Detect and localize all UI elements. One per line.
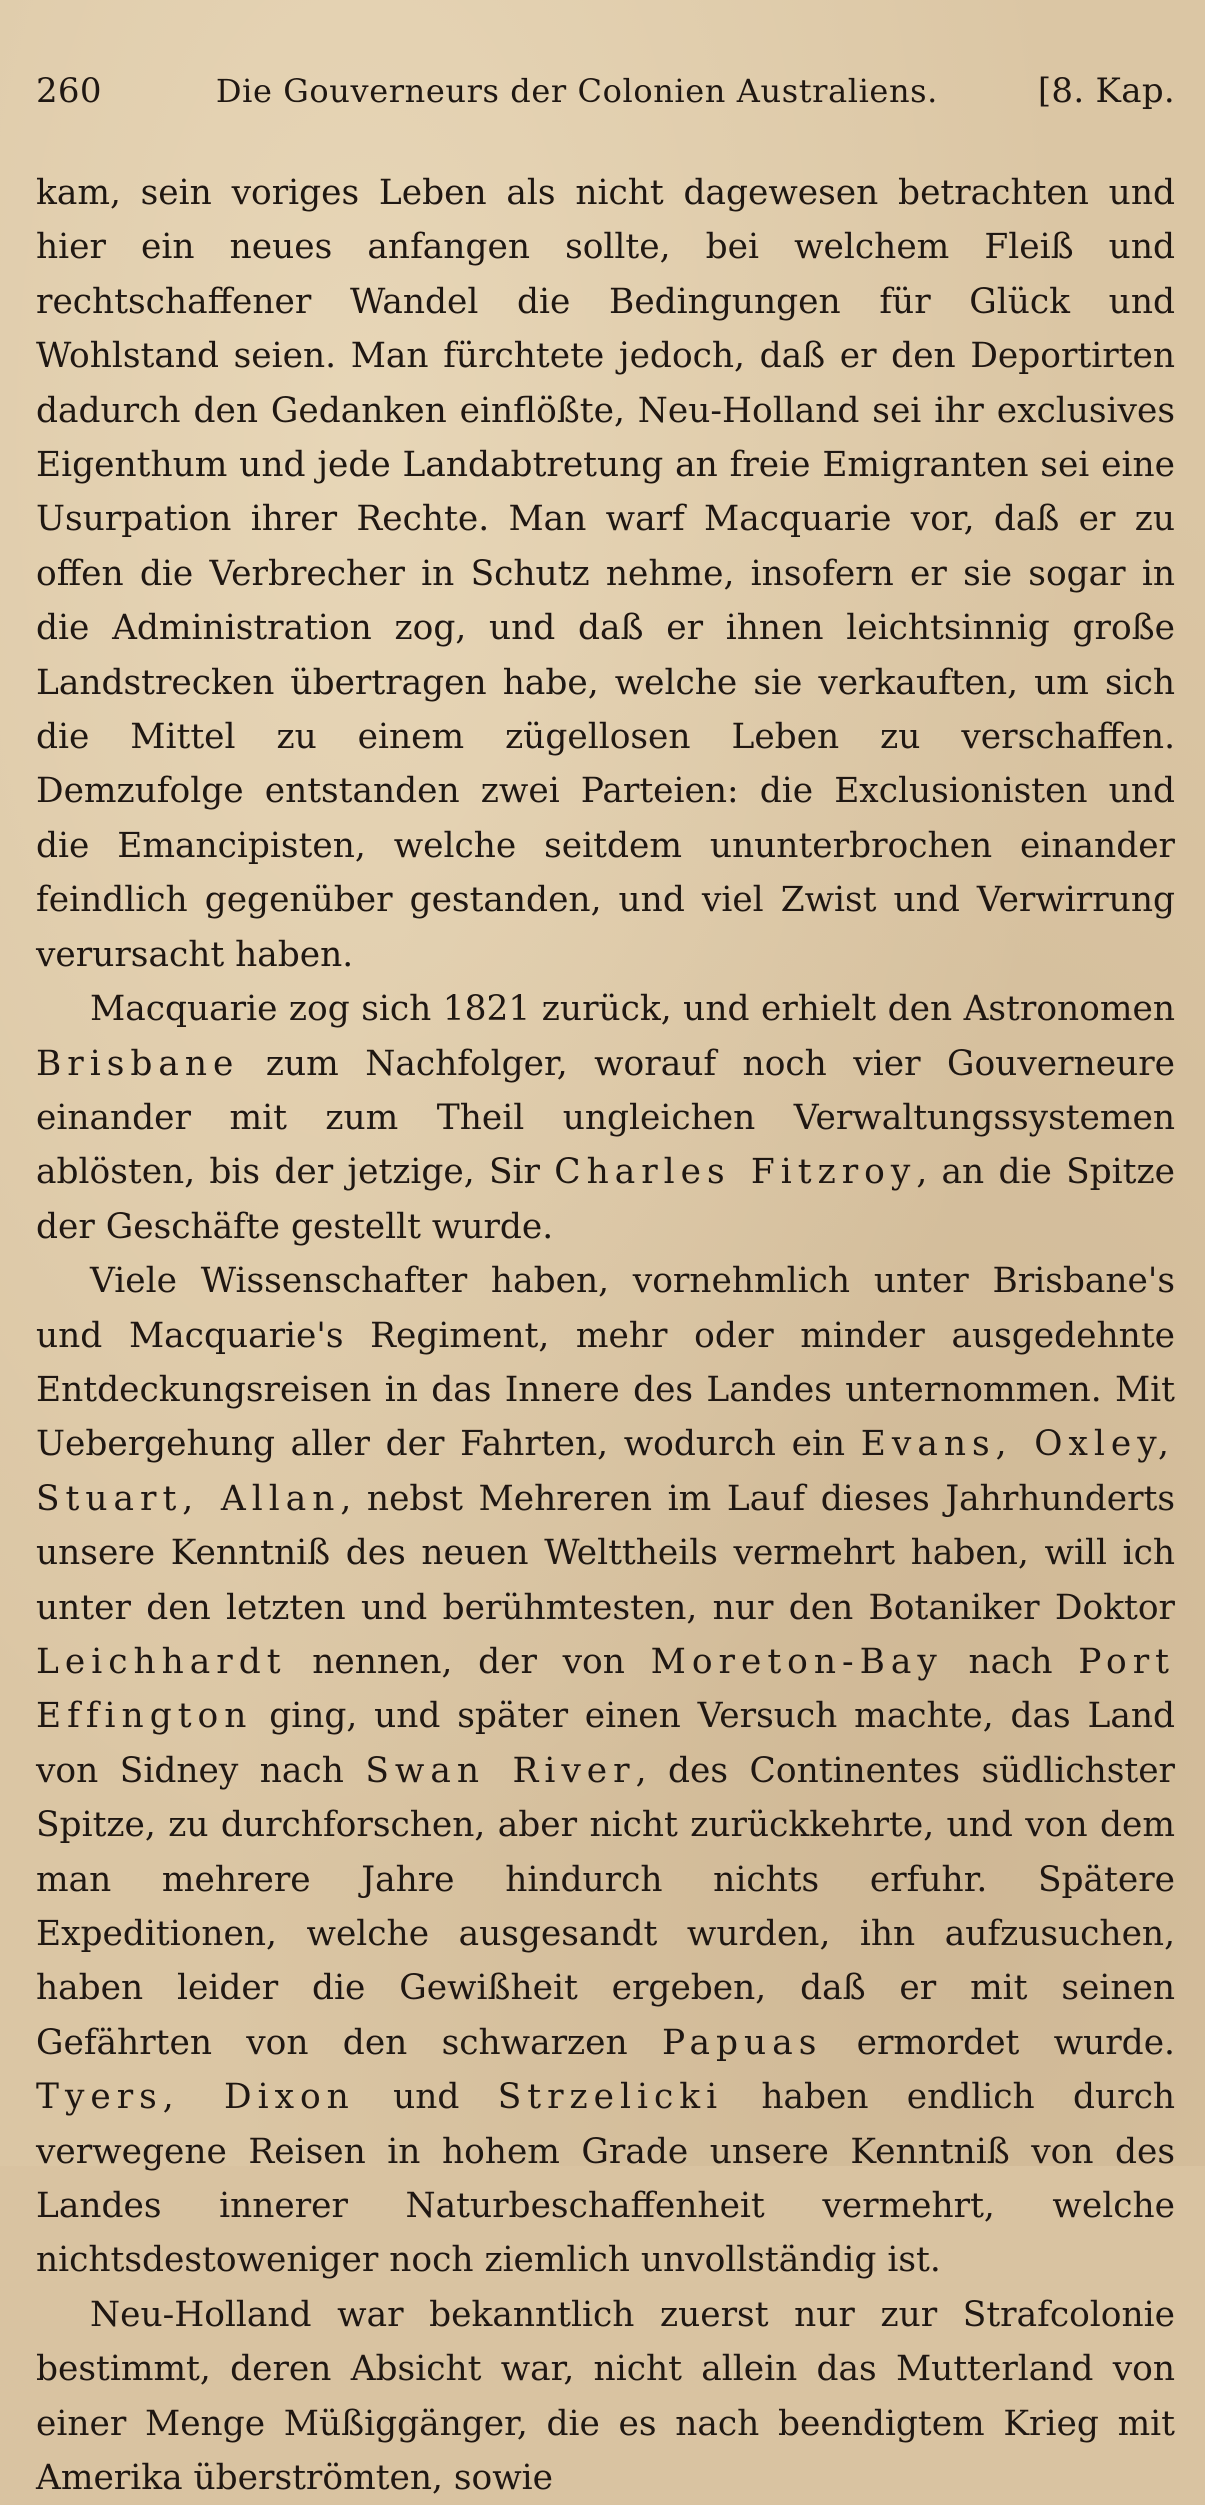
paragraph bbox=[36, 2288, 1175, 2505]
text-run: nennen, der von bbox=[286, 1641, 651, 1682]
text-run: ermordet wurde. bbox=[822, 2022, 1175, 2063]
spaced-name: Strzelicki bbox=[497, 2077, 724, 2118]
spaced-name: Swan River bbox=[365, 1750, 636, 1791]
text-run: haben endlich durch verwegene Reisen in hohem Grade unsere Kenntniß von des Landes innerer Naturbeschaffenheit vermehrt, welche nichtsdestoweniger noch ziemlich unvollständig ist. bbox=[36, 2077, 1175, 2281]
text-run: Macquarie zog sich 1821 zurück, und erhielt den Astronomen bbox=[90, 989, 1175, 1030]
spaced-name: Leichhardt bbox=[36, 1641, 287, 1682]
spaced-name: Tyers, Dixon bbox=[36, 2077, 355, 2118]
text-run: Viele Wissenschafter haben, vornehmlich unter Brisbane's und Macquarie's Regiment, mehr oder minder ausgedehnte Entdeckungsreisen in das Innere des Landes unternommen. Mit Uebergehung aller der Fahrten, wodurch ein bbox=[36, 1261, 1175, 1465]
paragraph bbox=[36, 982, 1175, 1254]
spaced-name: Charles Fitzroy bbox=[554, 1152, 917, 1193]
spaced-name: Moreton-Bay bbox=[650, 1641, 943, 1682]
text-run: , des Continentes südlichster Spitze, zu durchforschen, aber nicht zurückkehrte, und von dem man mehrere Jahre hindurch nichts erfuhr. Spätere Expeditionen, welche ausgesandt wurden, ihn aufzusuchen, haben leider die Gewißheit ergeben, daß er mit seinen Gefährten von den schwarzen bbox=[36, 1750, 1175, 2063]
chapter-label: [8. Kap. bbox=[1037, 71, 1175, 111]
spaced-name: Brisbane bbox=[36, 1043, 240, 1084]
text-run: nach bbox=[942, 1641, 1079, 1682]
paragraph bbox=[36, 166, 1175, 982]
running-title: Die Gouverneurs der Colonien Australiens. bbox=[215, 72, 938, 110]
text-run: Neu-Holland war bekanntlich zuerst nur zur Strafcolonie bestimmt, deren Absicht war, nicht allein das Mutterland von einer Menge Müßiggänger, die es nach beendigtem Krieg mit Amerika überströmten, sowie bbox=[36, 2294, 1175, 2499]
spaced-name: Evans, Oxley, Stuart, Allan bbox=[36, 1424, 1175, 1519]
text-run: ging, und später einen Versuch machte, das Land von Sidney nach bbox=[36, 1696, 1175, 1791]
paragraph bbox=[36, 1254, 1175, 2288]
text-run: zum Nachfolger, worauf noch vier Gouverneure einander mit zum Theil ungleichen Verwaltungssystemen ablösten, bis der jetzige, Sir bbox=[36, 1043, 1175, 1193]
text-run: kam, sein voriges Leben als nicht dagewesen betrachten und hier ein neues anfangen sollte, bei welchem Fleiß und rechtschaffener Wandel die Bedingungen für Glück und Wohlstand seien. Man fürchtete jedoch, daß er den Deportirten dadurch den Gedanken einflößte, Neu-Holland sei ihr exclusives Eigenthum und jede Landabtretung an freie Emigranten sei eine Usurpation ihrer Rechte. Man warf Macquarie vor, daß er zu offen die Verbrecher in Schutz nehme, insofern er sie sogar in die Administration zog, und daß er ihnen leichtsinnig große Landstrecken übertragen habe, welche sie verkauften, um sich die Mittel zu einem zügellosen Leben zu verschaffen. Demzufolge entstanden zwei Parteien: die Exclusionisten und die Emancipisten, welche seitdem ununterbrochen einander feindlich gegenüber gestanden, und viel Zwist und Verwirrung verursacht haben. bbox=[36, 173, 1175, 975]
body-text bbox=[36, 166, 1175, 2505]
spaced-name: Papuas bbox=[661, 2022, 823, 2063]
running-header bbox=[36, 64, 1175, 122]
spaced-name: Port Effington bbox=[36, 1641, 1175, 1737]
text-run: und bbox=[354, 2077, 498, 2118]
faint-bleedthrough-mark bbox=[240, 2094, 253, 2140]
text-run: , nebst Mehreren im Lauf dieses Jahrhunderts unsere Kenntniß des neuen Welttheils vermehrt haben, will ich unter den letzten und berühmtesten, nur den Botaniker Doktor bbox=[36, 1478, 1175, 1628]
page-number: 260 bbox=[36, 71, 102, 111]
text-run: , an die Spitze der Geschäfte gestellt wurde. bbox=[36, 1152, 1175, 1247]
